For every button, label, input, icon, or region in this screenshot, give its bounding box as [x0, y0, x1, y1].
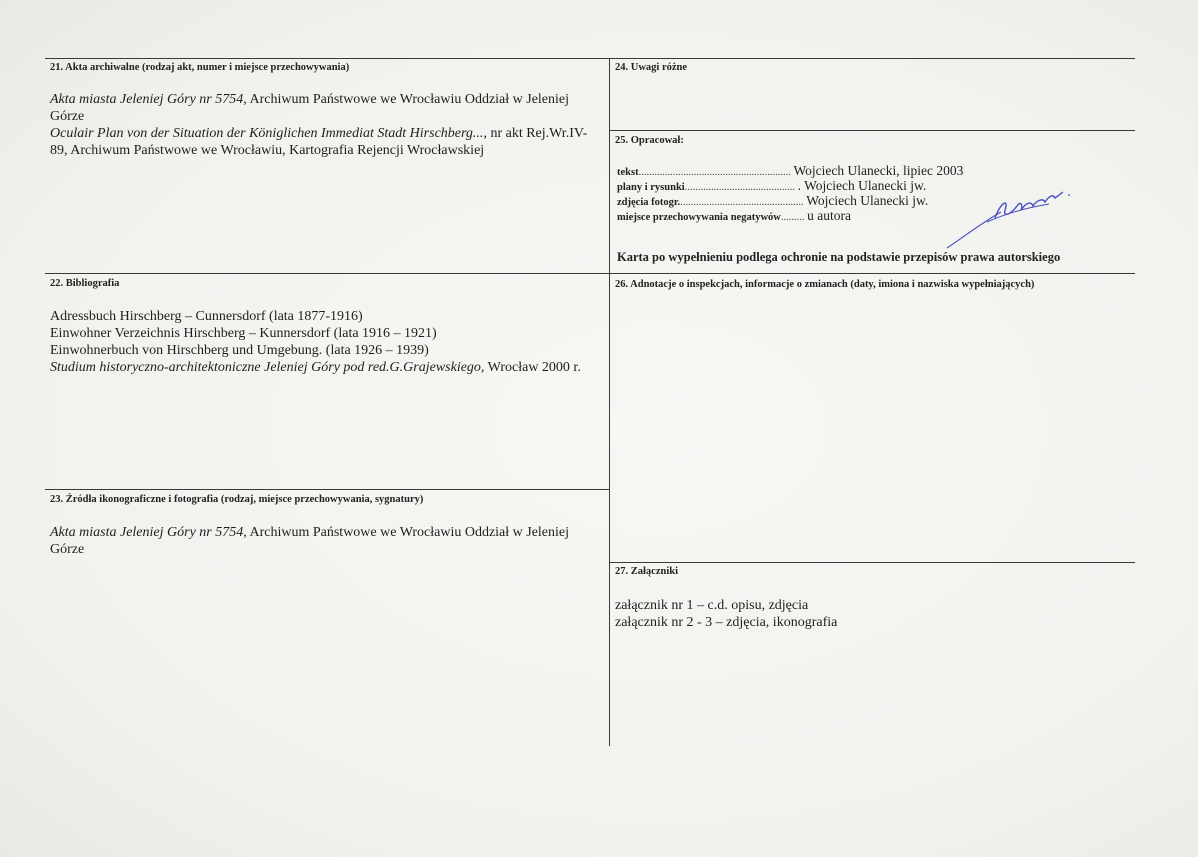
signature-mark: [945, 188, 1075, 250]
bibliography-item: Einwohner Verzeichnis Hirschberg – Kunnersdorf (lata 1916 – 1921): [50, 326, 437, 341]
section-25-label: 25. Opracował:: [615, 135, 684, 146]
top-rule: [45, 58, 1135, 59]
center-divider: [609, 58, 610, 746]
iconography-entry: Akta miasta Jeleniej Góry nr 5754, Archiwum Państwowe we Wrocławiu Oddział w Jeleniej Górze: [50, 525, 570, 557]
attachment-item: załącznik nr 1 – c.d. opisu, zdjęcia: [615, 598, 809, 613]
copyright-note: Karta po wypełnieniu podlega ochronie na podstawie przepisów prawa autorskiego: [617, 250, 1061, 264]
attachment-item: załącznik nr 2 - 3 – zdjęcia, ikonografia: [615, 615, 838, 630]
credit-row-negatives: miejsce przechowywania negatywów......... u autora: [617, 208, 851, 223]
section-22-label: 22. Bibliografia: [50, 278, 120, 289]
archive-entry-2: Oculair Plan von der Situation der Königlichen Immediat Stadt Hirschberg..., nr akt Rej.Wr.IV-89, Archiwum Państwowe we Wrocławiu, Kartografia Rejencji Wrocławskiej: [50, 126, 588, 158]
credit-row-text: tekst.......................................................... Wojciech Ulanecki, lipiec 2003: [617, 163, 964, 178]
rule-21-22: [45, 273, 1135, 274]
section-23-body: [50, 524, 590, 558]
bibliography-item: Einwohnerbuch von Hirschberg und Umgebung. (lata 1926 – 1939): [50, 343, 429, 358]
bibliography-item: Adressbuch Hirschberg – Cunnersdorf (lata 1877-1916): [50, 309, 363, 324]
section-26-label: 26. Adnotacje o inspekcjach, informacje o zmianach (daty, imiona i nazwiska wypełniających): [615, 279, 1035, 290]
archive-entry-1: Akta miasta Jeleniej Góry nr 5754, Archiwum Państwowe we Wrocławiu Oddział w Jeleniej Górze: [50, 92, 570, 124]
rule-22-23: [45, 489, 609, 490]
section-27-body: [615, 597, 1115, 631]
bibliography-item: Studium historyczno-architektoniczne Jeleniej Góry pod red.G.Grajewskiego, Wrocław 2000 r.: [50, 360, 581, 375]
section-27-label: 27. Załączniki: [615, 566, 679, 577]
credit-row-drawings: plany i rysunki.......................................... . Wojciech Ulanecki jw.: [617, 178, 927, 193]
section-22-body: [50, 308, 605, 376]
rule-24-25: [609, 130, 1135, 131]
section-21-body: [50, 91, 600, 159]
credit-row-photos: zdjęcia fotogr................................................ Wojciech Ulanecki jw.: [617, 193, 929, 208]
section-24-label: 24. Uwagi różne: [615, 62, 688, 73]
section-21-label: 21. Akta archiwalne (rodzaj akt, numer i miejsce przechowywania): [50, 62, 350, 73]
rule-26-27: [609, 562, 1135, 563]
section-23-label: 23. Źródła ikonograficzne i fotografia (rodzaj, miejsce przechowywania, sygnatury): [50, 494, 424, 505]
